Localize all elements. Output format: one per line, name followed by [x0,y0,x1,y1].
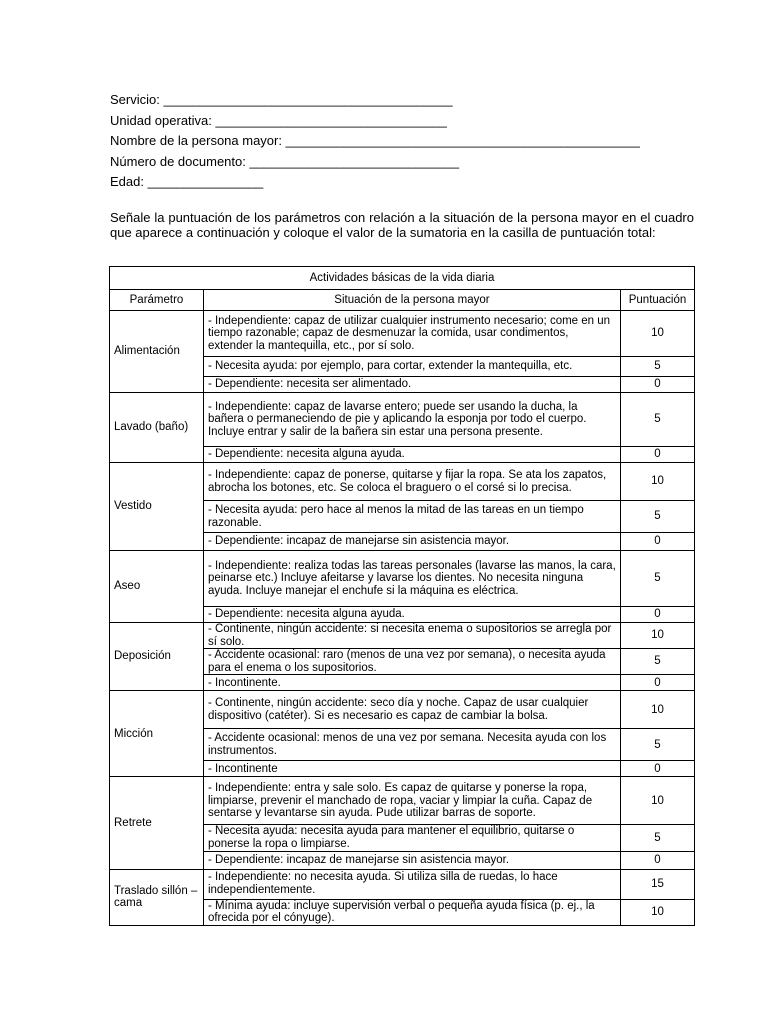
score-cell[interactable]: 0 [621,447,695,463]
situation-cell: - Independiente: no necesita ayuda. Si utiliza silla de ruedas, lo hace independientemente. [203,869,620,899]
table-row [110,393,695,447]
numero-documento-field[interactable]: Número de documento: _____________________________ [110,153,460,169]
table-body [110,311,695,926]
score-cell[interactable]: 0 [621,761,695,777]
header-puntuacion: Puntuación [621,290,695,311]
score-cell[interactable]: 5 [621,649,695,675]
header-situacion: Situación de la persona mayor [203,290,620,311]
situation-cell: - Mínima ayuda: incluye supervisión verbal o pequeña ayuda física (p. ej., la ofrecida por el cónyuge). [203,899,620,925]
score-cell[interactable]: 10 [621,463,695,501]
situation-cell: - Necesita ayuda: por ejemplo, para cortar, extender la mantequilla, etc. [203,357,620,377]
situation-cell: - Continente, ningún accidente: seco día y noche. Capaz de usar cualquier dispositivo (catéter). Si es necesario es capaz de cambiar la bolsa. [203,691,620,729]
table-row [110,691,695,729]
situation-cell: - Independiente: realiza todas las tareas personales (lavarse las manos, la cara, peinarse etc.) Incluye afeitarse y lavarse los dientes. No necesita ninguna ayuda. Incluye manejar el enchufe si la máquina es eléctrica. [203,551,620,607]
table-title: Actividades básicas de la vida diaria [110,267,695,290]
table-row [110,311,695,357]
table-row [110,623,695,649]
parameter-cell: Vestido [110,463,204,551]
situation-cell: - Independiente: capaz de lavarse entero; puede ser usando la ducha, la bañera o permaneciendo de pie y aplicando la esponja por todo el cuerpo. Incluye entrar y salir de la bañera sin estar una persona presente. [203,393,620,447]
table-row [110,463,695,501]
situation-cell: - Dependiente: necesita ser alimentado. [203,377,620,393]
score-cell[interactable]: 0 [621,533,695,551]
situation-cell: - Dependiente: incapaz de manejarse sin asistencia mayor. [203,851,620,869]
situation-cell: - Independiente: capaz de ponerse, quitarse y fijar la ropa. Se ata los zapatos, abrocha los botones, etc. Se coloca el braguero o el corsé si lo precisa. [203,463,620,501]
parameter-cell: Aseo [110,551,204,623]
nombre-persona-field[interactable]: Nombre de la persona mayor: _________________________________________________ [110,133,640,148]
parameter-cell: Retrete [110,777,204,869]
unidad-operativa-field[interactable]: Unidad operativa: ________________________________ [110,112,447,128]
score-cell[interactable]: 5 [621,551,695,607]
header-parametro: Parámetro [110,290,204,311]
parameter-cell: Lavado (baño) [110,393,204,463]
situation-cell: - Dependiente: necesita alguna ayuda. [203,447,620,463]
activities-table [109,266,695,926]
situation-cell: - Dependiente: necesita alguna ayuda. [203,607,620,623]
score-cell[interactable]: 5 [621,501,695,533]
parameter-cell: Deposición [110,623,204,691]
score-cell[interactable]: 0 [621,675,695,691]
score-cell[interactable]: 0 [621,607,695,623]
situation-cell: - Dependiente: incapaz de manejarse sin asistencia mayor. [203,533,620,551]
situation-cell: - Accidente ocasional: menos de una vez por semana. Necesita ayuda con los instrumentos. [203,729,620,761]
score-cell[interactable]: 0 [621,851,695,869]
parameter-cell: Micción [110,691,204,777]
servicio-field[interactable]: Servicio: ________________________________________ [110,92,453,107]
score-cell[interactable]: 10 [621,777,695,825]
situation-cell: - Accidente ocasional: raro (menos de una vez por semana), o necesita ayuda para el enema o los supositorios. [203,649,620,675]
situation-cell: - Independiente: entra y sale solo. Es capaz de quitarse y ponerse la ropa, limpiarse, prevenir el manchado de ropa, vaciar y limpiar la cuña. Capaz de sentarse y levantarse sin ayuda. Pude utilizar barras de soporte. [203,777,620,825]
edad-field[interactable]: Edad: ________________ [110,174,264,189]
instructions-paragraph: Señale la puntuación de los parámetros con relación a la situación de la persona mayor en el cuadro que aparece a continuación y coloque el valor de la sumatoria en la casilla de puntuación total: [110,210,694,240]
score-cell[interactable]: 5 [621,825,695,851]
situation-cell: - Necesita ayuda: necesita ayuda para mantener el equilibrio, quitarse o ponerse la ropa o limpiarse. [203,825,620,851]
situation-cell: - Continente, ningún accidente: si necesita enema o supositorios se arregla por sí solo. [203,623,620,649]
situation-cell: - Independiente: capaz de utilizar cualquier instrumento necesario; come en un tiempo razonable; capaz de desmenuzar la comida, usar condimentos, extender la mantequilla, etc., por sí solo. [203,311,620,357]
score-cell[interactable]: 15 [621,869,695,899]
situation-cell: - Incontinente [203,761,620,777]
table-row [110,869,695,899]
patient-fields [110,92,640,195]
situation-cell: - Incontinente. [203,675,620,691]
parameter-cell: Traslado sillón – cama [110,869,204,925]
table-row [110,551,695,607]
score-cell[interactable]: 5 [621,357,695,377]
score-cell[interactable]: 10 [621,623,695,649]
score-cell[interactable]: 10 [621,899,695,925]
situation-cell: - Necesita ayuda: pero hace al menos la mitad de las tareas en un tiempo razonable. [203,501,620,533]
score-cell[interactable]: 10 [621,311,695,357]
score-cell[interactable]: 0 [621,377,695,393]
score-cell[interactable]: 5 [621,393,695,447]
score-cell[interactable]: 5 [621,729,695,761]
table-row [110,777,695,825]
parameter-cell: Alimentación [110,311,204,393]
score-cell[interactable]: 10 [621,691,695,729]
